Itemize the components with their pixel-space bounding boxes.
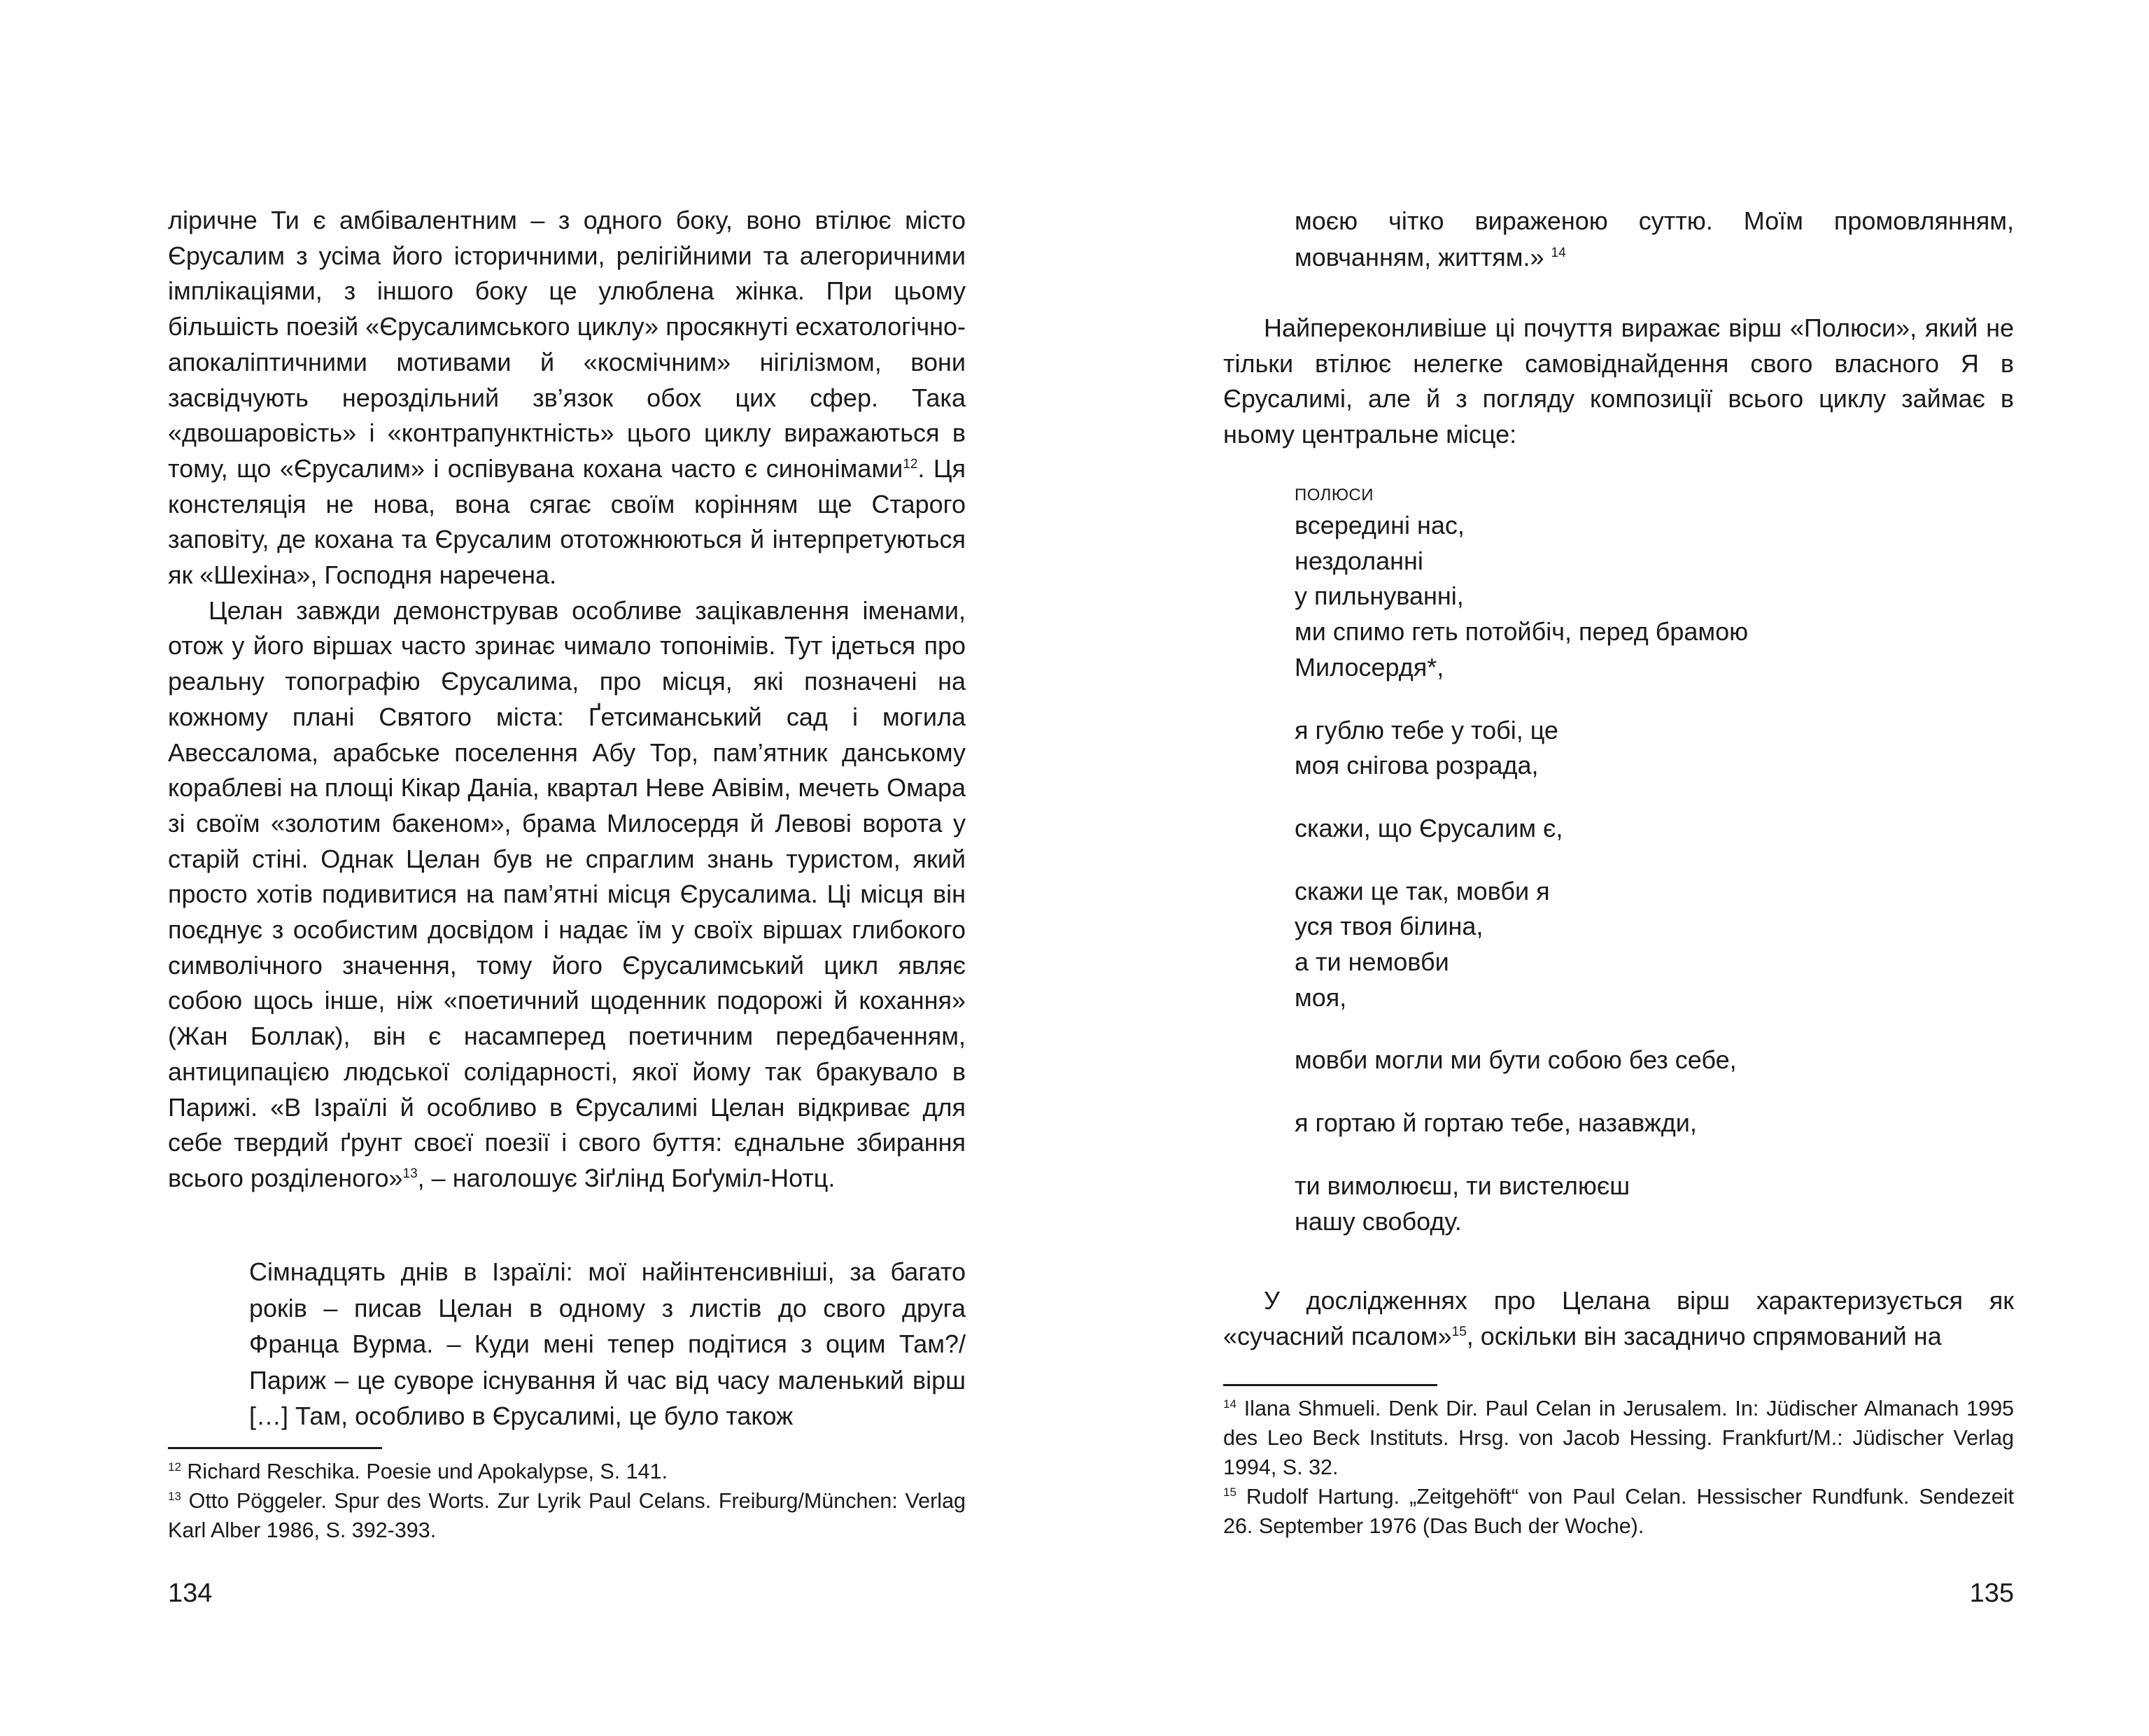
poem-line: ми спимо геть потойбіч, перед брамою — [1295, 617, 1749, 647]
poem-stanza — [1295, 1043, 2014, 1078]
footnote-reference[interactable]: 14 — [1551, 245, 1566, 260]
page-number: 134 — [168, 1579, 213, 1608]
block-quote-continuation: моєю чітко вираженою суттю. Моїм промовлянням, мовчанням, життям.» $^{14}$ — [1295, 206, 2014, 271]
paragraph: ліричне Ти є амбівалентним – з одного боку, воно втілює місто Єрусалим з усіма його історичними, релігійними та алегоричними імплікаціями, з іншого боку це улюблена жінка. При цьому більшість поезій «Єрусалимського циклу» просякнуті есхатологічно-апокаліптичними мотивами й «космічним» нігілізмом, вони засвідчують нероздільний зв’язок обох цих сфер. Така «двошаровість» і «контрапунктність» цього циклу виражаються в тому, що «Єрусалим» і оспівувана кохана часто є синонімами$^{12}$. Ця констеляція не нова, вона сягає своїм корінням ще Старого заповіту, де кохана та Єрусалим ототожнюються й інтерпретуються як «Шехіна», Господня наречена. — [168, 206, 966, 590]
poem-stanza — [1295, 1169, 2014, 1239]
poem-line: я гублю тебе у тобі, це — [1295, 715, 1558, 744]
footnote: $^{13}$ Otto Pöggeler. Spur des Worts. Zur Lyrik Paul Celans. Freiburg/München: Verlag Karl Alber 1986, S. 392-393. — [168, 1489, 966, 1542]
right-page — [1223, 0, 2014, 1736]
stanza-gap — [1295, 1078, 2014, 1106]
left-page — [168, 0, 966, 1736]
poem-line: скажи, що Єрусалим є, — [1295, 813, 1563, 842]
main-text — [168, 203, 966, 1197]
footnote: $^{12}$ Richard Reschika. Poesie und Apokalypse, S. 141. — [168, 1460, 668, 1483]
block-quote: Сімнадцять днів в Ізраїлі: мої найінтенсивніші, за багато років – писав Целан в одному з листів до свого друга Франца Вурма. – Куди мені тепер подітися з оцим Там?/ Париж – це суворе існування й час від часу маленький вірш […] Там, особливо в Єрусалимі, це було також — [249, 1257, 966, 1430]
poem-line: нездоланні — [1295, 546, 1423, 575]
poem-line: моя, — [1295, 982, 1347, 1012]
poem-line: у пильнуванні, — [1295, 581, 1464, 611]
page-number: 135 — [1969, 1579, 2014, 1608]
footnote-divider — [168, 1447, 382, 1449]
poem-line: мовби могли ми бути собою без себе, — [1295, 1045, 1737, 1075]
footnote-reference[interactable]: 13 — [402, 1166, 418, 1181]
footnotes — [168, 1457, 966, 1545]
footnote-reference[interactable]: 15 — [1451, 1324, 1467, 1339]
stanza-gap — [1295, 1015, 2014, 1043]
footnotes — [1223, 1394, 2014, 1541]
main-text-continued — [1223, 1283, 2014, 1354]
poem-line: всередині нас, — [1295, 511, 1465, 539]
footnote: $^{15}$ Rudolf Hartung. „Zeitgehöft“ von Paul Celan. Hessischer Rundfunk. Sendezeit 26. September 1976 (Das Buch der Woche). — [1223, 1485, 2014, 1538]
poem-line: уся твоя білина, — [1295, 912, 1484, 941]
stanza-gap — [1295, 847, 2014, 874]
footnote-reference[interactable]: 12 — [903, 456, 918, 472]
poem-title: ПОЛЮСИ — [1295, 486, 1374, 504]
footnote-divider — [1223, 1384, 1437, 1386]
poem-line: нашу свободу. — [1295, 1206, 1462, 1236]
paragraph: Целан завжди демонстрував особливе зацікавлення іменами, отож у його віршах часто зринає чимало топонімів. Тут ідеться про реальну топографію Єрусалима, про місця, які позначені на кожному плані Святого міста: Ґетсиманський сад і могила Авессалома, арабське поселення Абу Тор, пам’ятник данському кораблеві на площі Кікар Даніа, квартал Неве Авівім, мечеть Омара зі своїм «золотим бакеном», брама Милосердя й Левові ворота у старій стіні. Однак Целан був не спраглим знань туристом, який просто хотів подивитися на пам’ятні місця Єрусалима. Ці місця він поєднує з особистим досвідом і надає їм у своїх віршах глибокого символічного значення, тому його Єрусалимський цикл являє собою щось інше, ніж «поетичний щоденник подорожі й кохання» (Жан Боллак), він є насамперед поетичним передбаченням, антиципацією людської солідарності, якої йому так бракувало в Парижі. «В Ізраїлі й особливо в Єрусалимі Целан відкриває для себе твердий ґрунт своєї поезії і свого буття: єднальне збирання всього розділеного»$^{13}$, – наголошує Зіґлінд Боґуміл-Нотц. — [168, 595, 966, 1192]
footnote: $^{14}$ Ilana Shmueli. Denk Dir. Paul Celan in Jerusalem. In: Jüdischer Almanach 1995 des Leo Beck Instituts. Hrsg. von Jacob Hessing. Frankfurt/M.: Jüdischer Verlag 1994, S. 32. — [1223, 1397, 2014, 1479]
poem-stanza — [1295, 1106, 2014, 1141]
stanza-gap — [1295, 784, 2014, 811]
poem-stanza — [1295, 713, 2014, 784]
poem-stanza — [1295, 874, 2014, 1016]
poem-line: ти вимолюєш, ти вистелюєш — [1295, 1171, 1630, 1200]
poem-line: моя снігова розрада, — [1295, 751, 1539, 780]
main-text — [1223, 311, 2014, 453]
poem-stanza — [1295, 508, 2014, 686]
stanza-gap — [1295, 1141, 2014, 1169]
poem-line: Милосердя*, — [1295, 652, 1444, 682]
poem-line: я гортаю й гортаю тебе, назавжди, — [1295, 1108, 1697, 1138]
poem-stanza — [1295, 811, 2014, 847]
poem-body — [1295, 508, 2014, 1239]
stanza-gap — [1295, 686, 2014, 713]
poem — [1295, 483, 2014, 1239]
paragraph: У дослідженнях про Целана вірш характеризується як «сучасний псалом»$^{15}$, оскільки він засадничо спрямований на — [1223, 1286, 2014, 1350]
poem-line: а ти немовби — [1295, 947, 1449, 977]
paragraph: Найпереконливіше ці почуття виражає вірш «Полюси», який не тільки втілює нелегке самовіднайдення свого власного Я в Єрусалимі, але й з погляду композиції всього циклу займає в ньому центральне місце: — [1223, 313, 2014, 449]
poem-line: скажи це так, мовби я — [1295, 876, 1550, 905]
